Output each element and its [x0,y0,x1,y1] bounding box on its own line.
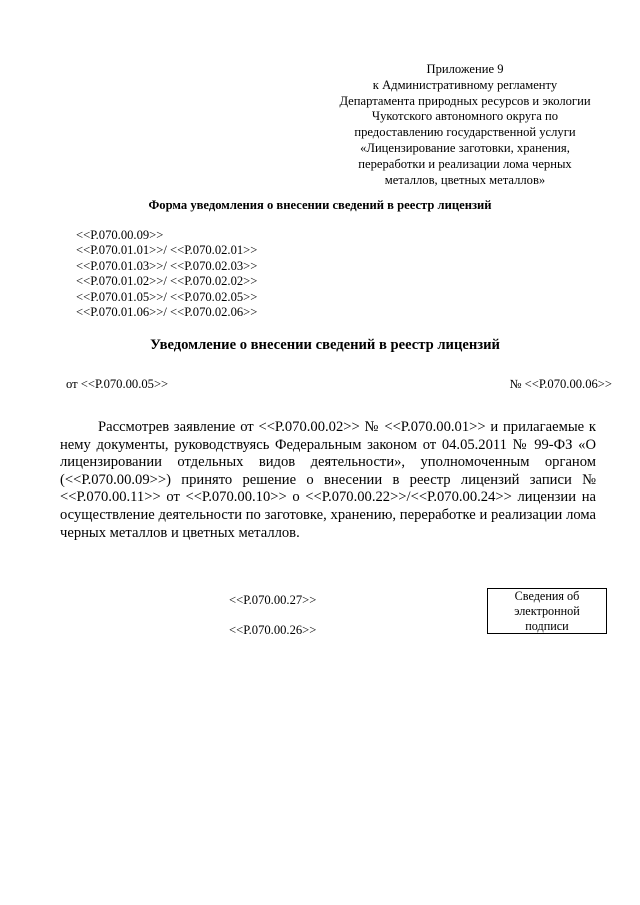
signature-box-line: электронной [514,604,580,618]
signatory-field: <<Р.070.00.27>> [229,593,317,607]
signature-box-line: подписи [525,619,569,633]
code-line: <<Р.070.01.01>>/ <<Р.070.02.01>> [76,243,258,258]
code-line: <<Р.070.01.05>>/ <<Р.070.02.05>> [76,289,258,304]
form-title: Форма уведомления о внесении сведений в реестр лицензий [148,198,492,212]
appendix-line: Приложение 9 [426,62,504,76]
appendix-line: «Лицензирование заготовки, хранения, [360,140,570,155]
appendix-line: Чукотского автономного округа по [371,109,559,124]
addressee-codes [76,228,257,320]
appendix-line: металлов, цветных металлов» [384,172,546,187]
appendix-line: к Административному регламенту [372,77,558,92]
code-line: <<Р.070.01.06>>/ <<Р.070.02.06>> [76,305,258,320]
appendix-line: Департамента природных ресурсов и экологии [339,93,591,108]
appendix-line: предоставлению государственной услуги [354,125,576,140]
electronic-signature-box [487,588,607,634]
appendix-header [330,62,600,188]
notice-title: Уведомление о внесении сведений в реестр лицензий [150,337,500,353]
code-line: <<Р.070.01.03>>/ <<Р.070.02.03>> [76,258,258,273]
signatory-field: <<Р.070.00.26>> [229,623,317,637]
code-line: <<Р.070.00.09>> [76,228,164,242]
signature-box-line: Сведения об [514,589,580,603]
code-line: <<Р.070.01.02>>/ <<Р.070.02.02>> [76,274,258,289]
date-line: от <<Р.070.00.05>> [66,377,169,391]
appendix-line: переработки и реализации лома черных [358,156,572,171]
notice-body: Рассмотрев заявление от <<Р.070.00.02>> № <<Р.070.00.01>> и прилагаемые к нему документы, руководствуясь Федеральным законом от 04.05.2011 № 99-ФЗ «О лицензировании отдельных видов деятельности», уполномоченным органом (<<Р.070.00.09>>) принято решение о внесении в реестр лицензий записи № <<Р.070.00.11>> от <<Р.070.00.10>> о <<Р.070.00.22>>/<<Р.070.00.24>> лицензии на осуществление деятельности по заготовке, хранению, переработке и реализации лома черных металлов и цветных металлов. [60,419,596,541]
number-line: № <<Р.070.00.06>> [509,377,612,391]
